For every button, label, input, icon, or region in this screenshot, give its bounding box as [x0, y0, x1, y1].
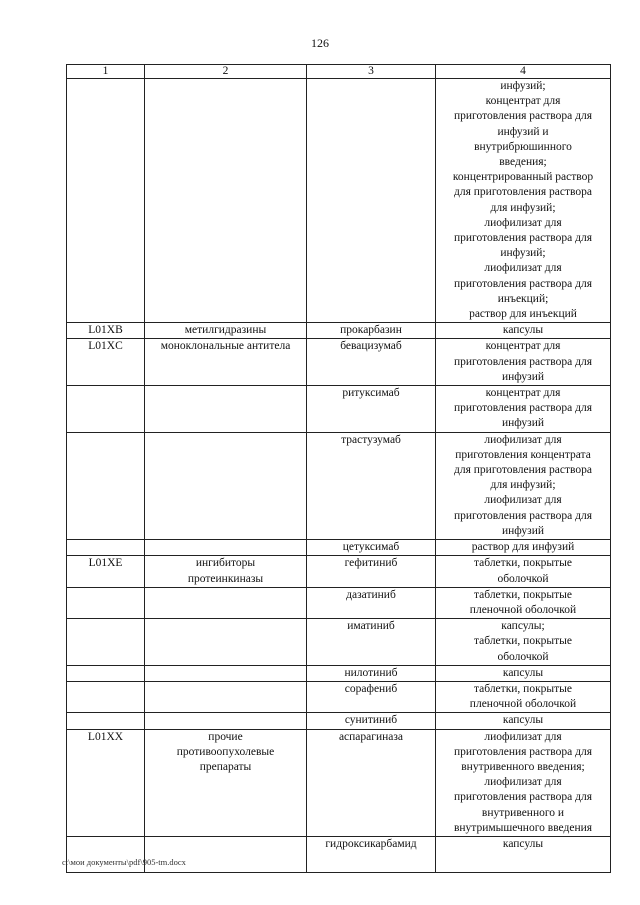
table-row — [67, 619, 611, 666]
header-col-4: 4 — [436, 65, 611, 79]
table-row — [67, 587, 611, 618]
drug-name-cell — [307, 619, 436, 666]
table-row — [67, 323, 611, 339]
file-path-footer: c:\мои документы\pdf\905-tm.docx — [62, 857, 186, 867]
group-name-line: ингибиторы — [195, 557, 256, 570]
dosage-forms-cell — [436, 836, 611, 872]
dosage-form-line: инфузий и — [497, 125, 549, 138]
dosage-form-line: введения; — [499, 156, 547, 169]
group-name-line: противоопухолевые — [176, 745, 275, 758]
drug-name: аспарагиназа — [338, 730, 404, 743]
dosage-form-line: концентрат для — [485, 387, 561, 400]
dosage-form-line: капсулы — [502, 837, 544, 850]
drug-name-cell — [307, 681, 436, 712]
table-row — [67, 665, 611, 681]
dosage-form-line: для инфузий; — [490, 479, 556, 492]
dosage-forms-cell — [436, 681, 611, 712]
drug-name: гефитиниб — [344, 557, 398, 570]
dosage-form-line: раствор для инфузий — [471, 541, 575, 554]
atc-code-cell — [67, 540, 145, 556]
dosage-form-line: приготовления раствора для — [454, 232, 592, 245]
drug-name: дазатиниб — [346, 588, 396, 601]
dosage-form-line: внутривенного и — [481, 806, 565, 819]
dosage-form-line: капсулы — [502, 324, 544, 337]
atc-code-cell — [67, 556, 145, 587]
table-row — [67, 556, 611, 587]
table-row — [67, 681, 611, 712]
dosage-forms-cell — [436, 386, 611, 433]
dosage-form-line: инфузий — [501, 417, 545, 430]
group-name-cell — [145, 729, 307, 836]
drug-name-cell — [307, 323, 436, 339]
drug-name-cell — [307, 339, 436, 386]
group-name-cell — [145, 339, 307, 386]
atc-code-cell — [67, 681, 145, 712]
table-row — [67, 432, 611, 539]
dosage-forms-cell — [436, 665, 611, 681]
dosage-form-line: оболочкой — [497, 572, 549, 585]
group-name-cell — [145, 79, 307, 323]
atc-code: L01XC — [88, 340, 123, 353]
drug-name: трастузумаб — [341, 433, 401, 446]
dosage-form-line: приготовления концентрата — [455, 448, 591, 461]
drug-name: сорафениб — [344, 682, 398, 695]
drug-name: ритуксимаб — [342, 387, 400, 400]
dosage-form-line: для приготовления раствора — [454, 186, 592, 199]
page-number: 126 — [311, 36, 329, 50]
dosage-form-line: приготовления раствора для — [454, 791, 592, 804]
drug-name: цетуксимаб — [342, 541, 400, 554]
drug-name-cell — [307, 556, 436, 587]
atc-code: L01XB — [88, 324, 123, 337]
dosage-form-line: капсулы — [502, 714, 544, 727]
dosage-form-line: инфузий; — [500, 80, 546, 92]
drug-name-cell — [307, 587, 436, 618]
table-row — [67, 836, 611, 872]
header-col-1: 1 — [67, 65, 145, 79]
atc-code-cell — [67, 587, 145, 618]
group-name-cell — [145, 681, 307, 712]
dosage-form-line: концентрат для — [485, 340, 561, 353]
group-name-cell — [145, 323, 307, 339]
dosage-form-line: пленочной оболочкой — [469, 603, 577, 616]
dosage-form-line: оболочкой — [497, 650, 549, 663]
table-row — [67, 386, 611, 433]
dosage-form-line: инъекций; — [497, 292, 549, 305]
table-row — [67, 713, 611, 729]
group-name-cell — [145, 713, 307, 729]
dosage-forms-cell — [436, 556, 611, 587]
dosage-form-line: приготовления раствора для — [454, 110, 592, 123]
dosage-form-line: внутрибрюшинного — [474, 140, 572, 153]
dosage-form-line: внутримышечного введения — [453, 821, 593, 834]
dosage-form-line: лиофилизат для — [484, 494, 562, 507]
drug-name-cell — [307, 386, 436, 433]
dosage-form-line: внутривенного введения; — [461, 760, 585, 773]
dosage-form-line: таблетки, покрытые — [473, 588, 573, 601]
atc-code-cell — [67, 339, 145, 386]
header-col-2: 2 — [145, 65, 307, 79]
dosage-form-line: концентрированный раствор — [452, 171, 594, 184]
group-name-cell — [145, 836, 307, 872]
drug-name-cell — [307, 729, 436, 836]
dosage-form-line: приготовления раствора для — [454, 402, 592, 415]
drug-name: нилотиниб — [344, 666, 398, 679]
dosage-form-line: для приготовления раствора — [454, 464, 592, 477]
group-name-line: моноклональные антитела — [160, 340, 291, 353]
group-name-cell — [145, 587, 307, 618]
drug-name: бевацизумаб — [340, 340, 402, 353]
dosage-forms-cell — [436, 432, 611, 539]
table-row — [67, 729, 611, 836]
dosage-forms-cell — [436, 323, 611, 339]
dosage-forms-cell — [436, 587, 611, 618]
atc-code-cell — [67, 836, 145, 872]
group-name-cell — [145, 619, 307, 666]
dosage-form-line: лиофилизат для — [484, 262, 562, 275]
atc-code-cell — [67, 619, 145, 666]
group-name-cell — [145, 665, 307, 681]
dosage-form-line: лиофилизат для — [484, 433, 562, 446]
group-name-cell — [145, 432, 307, 539]
dosage-forms-cell — [436, 339, 611, 386]
group-name-cell — [145, 556, 307, 587]
dosage-form-line: пленочной оболочкой — [469, 698, 577, 711]
dosage-form-line: приготовления раствора для — [454, 509, 592, 522]
dosage-form-line: для инфузий; — [490, 201, 556, 214]
atc-code-cell — [67, 729, 145, 836]
dosage-form-line: инфузий — [501, 370, 545, 383]
dosage-form-line: капсулы — [502, 666, 544, 679]
drug-name: гидроксикарбамид — [325, 837, 417, 850]
atc-code: L01XE — [88, 557, 123, 570]
atc-code-cell — [67, 713, 145, 729]
atc-code-cell — [67, 665, 145, 681]
drug-name-cell — [307, 432, 436, 539]
dosage-form-line: концентрат для — [485, 95, 561, 108]
group-name-line: протеинкиназы — [187, 572, 264, 585]
drug-name: прокарбазин — [340, 324, 402, 337]
atc-code-cell — [67, 432, 145, 539]
group-name-line: прочие — [208, 730, 243, 743]
atc-code: L01XX — [87, 730, 124, 743]
table-body — [67, 79, 611, 873]
dosage-form-line: лиофилизат для — [484, 730, 562, 743]
dosage-form-line: инфузий — [501, 524, 545, 537]
header-col-3: 3 — [307, 65, 436, 79]
dosage-form-line: приготовления раствора для — [454, 277, 592, 290]
drug-name-cell — [307, 79, 436, 323]
dosage-forms-cell — [436, 79, 611, 323]
drug-name: иматиниб — [347, 620, 395, 633]
header-row — [67, 65, 611, 79]
dosage-form-line: капсулы; — [501, 620, 545, 633]
drug-name-cell — [307, 540, 436, 556]
dosage-forms-cell — [436, 619, 611, 666]
table-row — [67, 540, 611, 556]
atc-code-cell — [67, 323, 145, 339]
dosage-form-line: таблетки, покрытые — [473, 557, 573, 570]
dosage-form-line: таблетки, покрытые — [473, 635, 573, 648]
group-name-line: метилгидразины — [184, 324, 267, 337]
group-name-line: препараты — [199, 760, 252, 773]
table-header — [67, 65, 611, 79]
group-name-cell — [145, 386, 307, 433]
dosage-form-line: лиофилизат для — [484, 776, 562, 789]
drug-name-cell — [307, 713, 436, 729]
dosage-form-line: раствор для инъекций — [469, 308, 577, 321]
dosage-form-line: приготовления раствора для — [454, 745, 592, 758]
drug-name-cell — [307, 665, 436, 681]
dosage-form-line: приготовления раствора для — [454, 355, 592, 368]
dosage-forms-cell — [436, 540, 611, 556]
table-row — [67, 79, 611, 323]
dosage-form-line: инфузий; — [500, 247, 546, 260]
drug-name-cell — [307, 836, 436, 872]
dosage-forms-cell — [436, 729, 611, 836]
dosage-form-line: таблетки, покрытые — [473, 682, 573, 695]
drug-name: сунитиниб — [344, 714, 398, 727]
dosage-form-line: лиофилизат для — [484, 216, 562, 229]
dosage-forms-cell — [436, 713, 611, 729]
group-name-cell — [145, 540, 307, 556]
drug-table — [66, 64, 611, 873]
atc-code-cell — [67, 386, 145, 433]
atc-code-cell — [67, 79, 145, 323]
table-row — [67, 339, 611, 386]
